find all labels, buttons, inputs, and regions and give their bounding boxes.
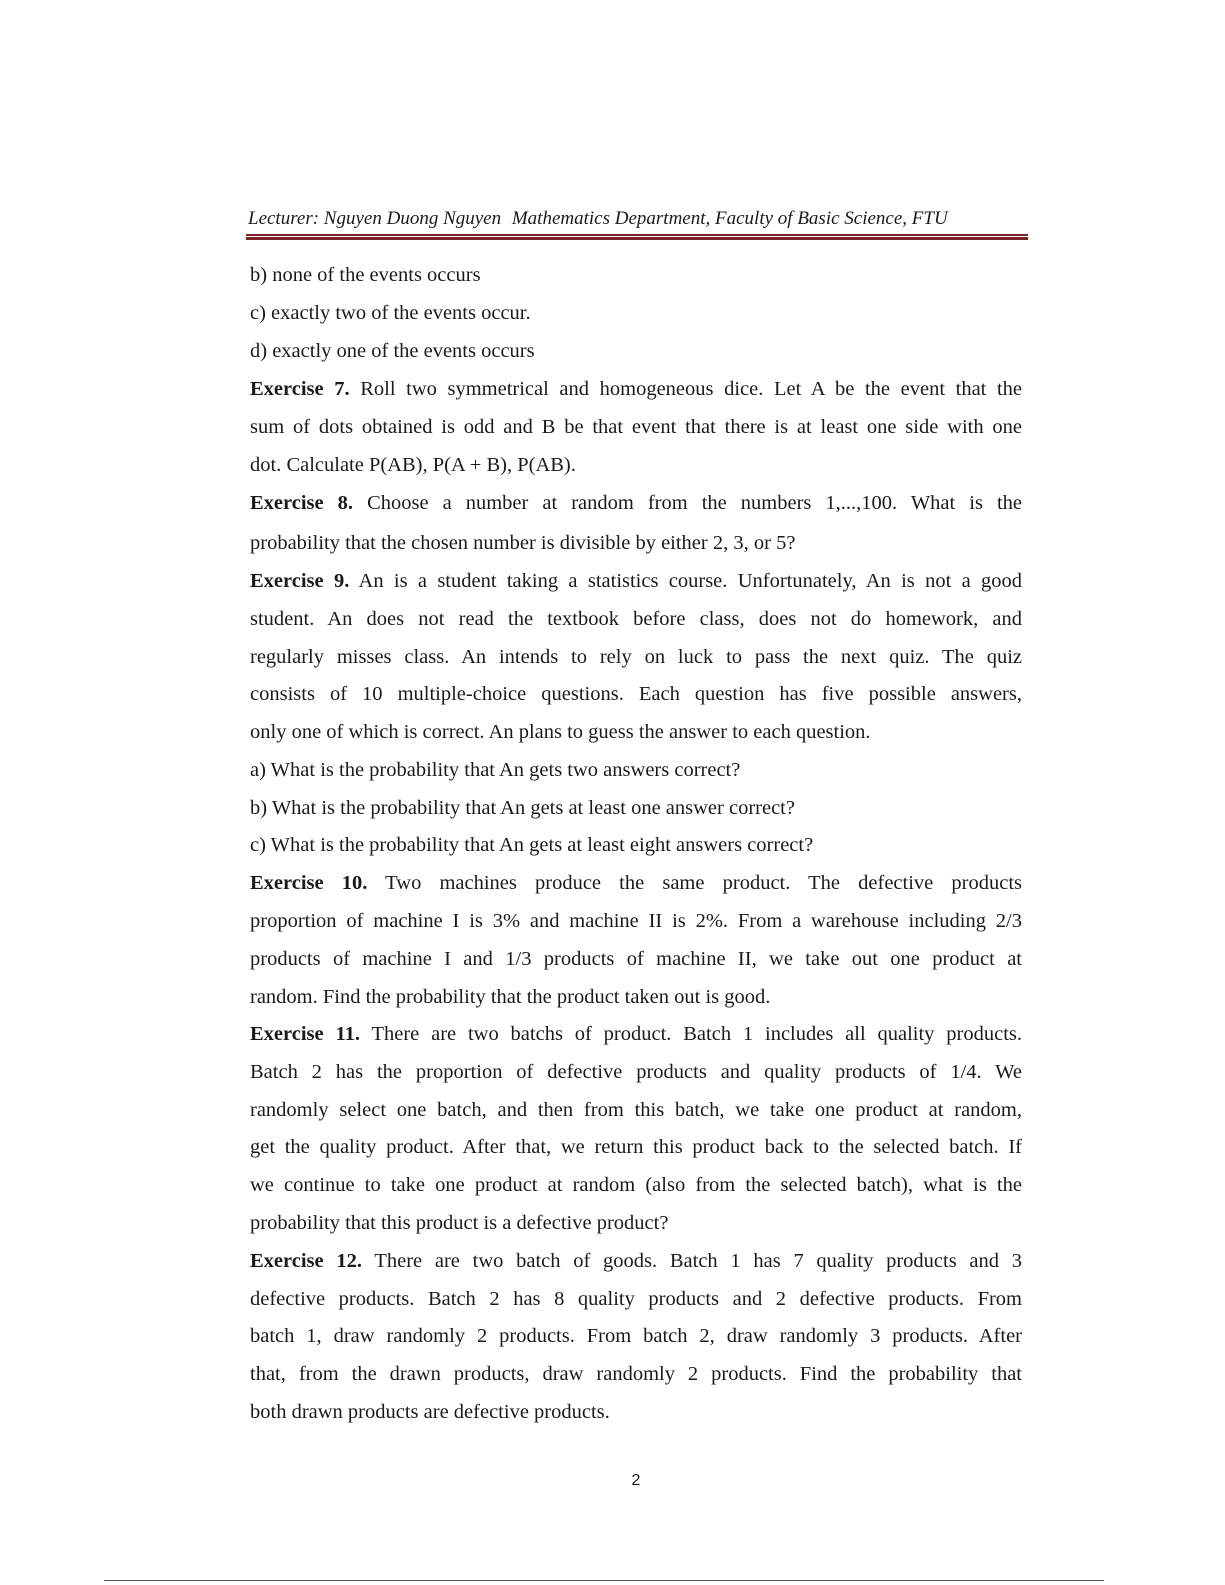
- exercise-9-line: [250, 568, 1022, 594]
- page-header: [248, 207, 1028, 231]
- exercise-7-label: Exercise 7.: [250, 378, 350, 400]
- exercise-10-label: Exercise 10.: [250, 872, 368, 894]
- text-line: that, from the drawn products, draw randomly 2 products. Find the probability that: [250, 1363, 1022, 1385]
- text-line: only one of which is correct. An plans to guess the answer to each question.: [250, 721, 871, 743]
- text-line: both drawn products are defective products.: [250, 1401, 610, 1423]
- exercise-12-line: [250, 1248, 1022, 1274]
- exercise-9-label: Exercise 9.: [250, 570, 350, 592]
- text-line: batch 1, draw randomly 2 products. From batch 2, draw randomly 3 products. After: [250, 1325, 1022, 1347]
- text-line: a) What is the probability that An gets two answers correct?: [250, 759, 741, 781]
- text-line: proportion of machine I is 3% and machine II is 2%. From a warehouse including 2/3: [250, 910, 1022, 932]
- text-line: c) exactly two of the events occur.: [250, 302, 531, 324]
- text-line: d) exactly one of the events occurs: [250, 340, 535, 362]
- header-department: Mathematics Department, Faculty of Basic Science, FTU: [511, 208, 948, 229]
- exercise-11-label: Exercise 11.: [250, 1023, 360, 1045]
- text-line: random. Find the probability that the product taken out is good.: [250, 986, 771, 1008]
- text-line: student. An does not read the textbook before class, does not do homework, and: [250, 608, 1022, 630]
- text-line: Batch 2 has the proportion of defective products and quality products of 1/4. We: [250, 1061, 1022, 1083]
- text-span: There are two batchs of product. Batch 1 includes all quality products.: [371, 1023, 1022, 1045]
- text-line: randomly select one batch, and then from this batch, we take one product at random,: [250, 1099, 1022, 1121]
- exercise-8-line: [250, 490, 1022, 516]
- text-line: defective products. Batch 2 has 8 quality products and 2 defective products. From: [250, 1288, 1022, 1310]
- text-line: probability that this product is a defective product?: [250, 1212, 669, 1234]
- exercise-7-line: [250, 376, 1022, 402]
- text-line: sum of dots obtained is odd and B be that event that there is at least one side with one: [250, 416, 1022, 438]
- text-line: regularly misses class. An intends to rely on luck to pass the next quiz. The quiz: [250, 646, 1022, 668]
- text-line: probability that the chosen number is divisible by either 2, 3, or 5?: [250, 532, 796, 554]
- text-span: Roll two symmetrical and homogeneous dice. Let A be the event that the: [360, 378, 1023, 400]
- text-span: An is a student taking a statistics course. Unfortunately, An is not a good: [358, 570, 1023, 592]
- header-rule-thick: [246, 237, 1028, 240]
- text-span: There are two batch of goods. Batch 1 has 7 quality products and 3: [374, 1250, 1022, 1272]
- footer-rule: [104, 1580, 1104, 1581]
- exercise-11-line: [250, 1021, 1022, 1047]
- text-line: we continue to take one product at random (also from the selected batch), what is the: [250, 1174, 1022, 1196]
- text-line: b) none of the events occurs: [250, 264, 481, 286]
- page-number: 2: [631, 1472, 641, 1489]
- exercise-8-label: Exercise 8.: [250, 492, 354, 514]
- text-span: Two machines produce the same product. The defective products: [385, 872, 1022, 894]
- exercise-10-line: [250, 870, 1022, 896]
- exercise-12-label: Exercise 12.: [250, 1250, 362, 1272]
- text-line: consists of 10 multiple-choice questions. Each question has five possible answers,: [250, 683, 1022, 705]
- text-line: get the quality product. After that, we return this product back to the selected batch. If: [250, 1136, 1022, 1158]
- text-span: Choose a number at random from the numbers 1,...,100. What is the: [367, 492, 1022, 514]
- text-line: b) What is the probability that An gets at least one answer correct?: [250, 797, 795, 819]
- header-rule-thin: [246, 234, 1028, 236]
- header-lecturer: Lecturer: Nguyen Duong Nguyen: [248, 208, 502, 229]
- text-line: products of machine I and 1/3 products of machine II, we take out one product at: [250, 948, 1022, 970]
- text-line: c) What is the probability that An gets at least eight answers correct?: [250, 834, 814, 856]
- text-line: dot. Calculate P(AB), P(A + B), P(AB).: [250, 454, 576, 476]
